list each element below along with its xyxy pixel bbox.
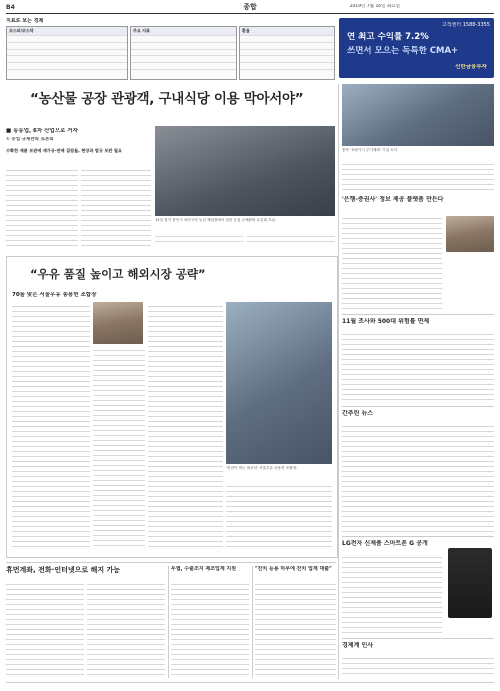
issue-date: 2019년 7월 16일 화요일 — [349, 4, 400, 9]
lower-left-col-1 — [6, 580, 84, 678]
section-title: 종합 — [243, 3, 257, 11]
table-row — [7, 35, 127, 42]
table-row — [7, 55, 127, 62]
lead-subhead-2: ① 농업 규제완화 토론회 — [6, 137, 54, 142]
table-row — [240, 42, 334, 49]
lower-left-col-2 — [87, 580, 165, 678]
table-row — [240, 49, 334, 56]
table-row — [131, 62, 236, 69]
table-row — [131, 42, 236, 49]
table-row — [131, 69, 236, 76]
lower-headline-left: 휴먼계좌, 전화·인터넷으로 해지 가능 — [6, 566, 121, 574]
lower-right-col — [255, 580, 336, 678]
lead-body-col-1 — [6, 166, 78, 246]
page-number: B4 — [6, 4, 15, 11]
table-row — [7, 69, 127, 76]
side-body-4 — [342, 422, 494, 532]
side-divider — [342, 638, 494, 639]
side-footer-body — [342, 654, 494, 678]
market-table-1-head: 코스피/코스닥 — [7, 27, 127, 35]
market-table-3-head: 환율 — [240, 27, 334, 35]
lower-headline-right: "잔치 등용 하루에 잔치 업계 대출" — [255, 566, 332, 572]
table-row — [240, 35, 334, 42]
lower-mid-col — [171, 580, 249, 678]
market-table-2 — [130, 26, 237, 80]
side-divider — [342, 314, 494, 315]
feature-headline: “우유 품질 높이고 해외시장 공략” — [30, 267, 206, 281]
lead-body-col-4 — [247, 232, 335, 246]
side-headline-3: 간추린 뉴스 — [342, 410, 374, 417]
ad-brand: 신한금융투자 — [455, 64, 487, 70]
side-headline: '은행-증권사' 정보 제공 플랫폼 만든다 — [342, 196, 444, 203]
lead-photo-caption: 15일 경기 용인시 처인구의 농업 체험장에서 열린 농업 규제완화 토론회 모습. — [155, 218, 277, 222]
table-row — [240, 55, 334, 62]
table-row — [131, 35, 236, 42]
feature-portrait — [93, 302, 143, 344]
side-body-1 — [342, 160, 494, 190]
side-footer-head: 경제계 인사 — [342, 642, 374, 649]
lead-body-col-3 — [155, 232, 243, 246]
ad-rate: 연 최고 수익률 7.2% — [347, 32, 429, 42]
lower-headline-mid: 두협, 수출조지 제조업계 지원 — [171, 566, 237, 572]
feature-body-col-3 — [148, 302, 223, 547]
lead-subhead: ■ 농농업, 6차 산업으로 거자 — [6, 128, 78, 134]
feature-photo — [226, 302, 332, 464]
market-table-3 — [239, 26, 335, 80]
side-photo — [342, 84, 494, 146]
lead-body-col-2 — [81, 166, 151, 246]
lead-photo — [155, 126, 335, 216]
side-body-5 — [342, 553, 442, 633]
lower-column-divider — [168, 566, 169, 678]
side-headline-2: 11월 조사와 500대 위험률 면제 — [342, 318, 430, 325]
lead-summary: 수확한 제품 보관에 재가공·판매 걸림돌, 현장과 법규 보완 필요 — [6, 148, 122, 153]
side-photo-caption: 충북 '호랑가시 추가계획' 기업 소식 — [342, 148, 398, 152]
feature-subhead: 70돌 맞은 서울우유 송용헌 조합장 — [12, 292, 97, 298]
feature-body-col-2 — [93, 346, 145, 546]
table-row — [7, 49, 127, 56]
footer-rule — [6, 682, 494, 683]
table-row — [7, 42, 127, 49]
table-row — [7, 62, 127, 69]
side-divider — [342, 406, 494, 407]
column-divider — [338, 84, 339, 679]
table-row — [240, 62, 334, 69]
table-row — [240, 69, 334, 76]
lead-headline: “농산물 공장 관광객, 구내식당 이용 막아서야” — [30, 91, 304, 107]
table-row — [131, 49, 236, 56]
side-portrait — [446, 216, 494, 252]
ad-product: 쓰면서 모으는 독특한 CMA+ — [347, 46, 459, 56]
market-section-title: 지표로 보는 경제 — [6, 18, 44, 24]
feature-photo-caption: '안전이 먹는 최우선' 서울우유 송용헌 조합장. — [226, 466, 298, 470]
lower-divider — [6, 562, 336, 563]
market-table-1 — [6, 26, 128, 80]
ad-contact: 고객센터 1588-3355 — [441, 22, 490, 28]
side-divider — [342, 536, 494, 537]
side-body-3 — [342, 330, 494, 400]
table-row — [131, 55, 236, 62]
advertisement[interactable] — [339, 18, 494, 78]
side-headline-4: LG전자 신제품 스마트폰 G 공개 — [342, 540, 428, 547]
side-body-2 — [342, 214, 442, 312]
feature-body-col-4 — [226, 482, 332, 547]
market-table-2-head: 주요 지표 — [131, 27, 236, 35]
header-rule — [6, 13, 494, 14]
lower-column-divider — [252, 566, 253, 678]
phone-image — [448, 548, 492, 618]
feature-body-col-1 — [12, 302, 90, 547]
